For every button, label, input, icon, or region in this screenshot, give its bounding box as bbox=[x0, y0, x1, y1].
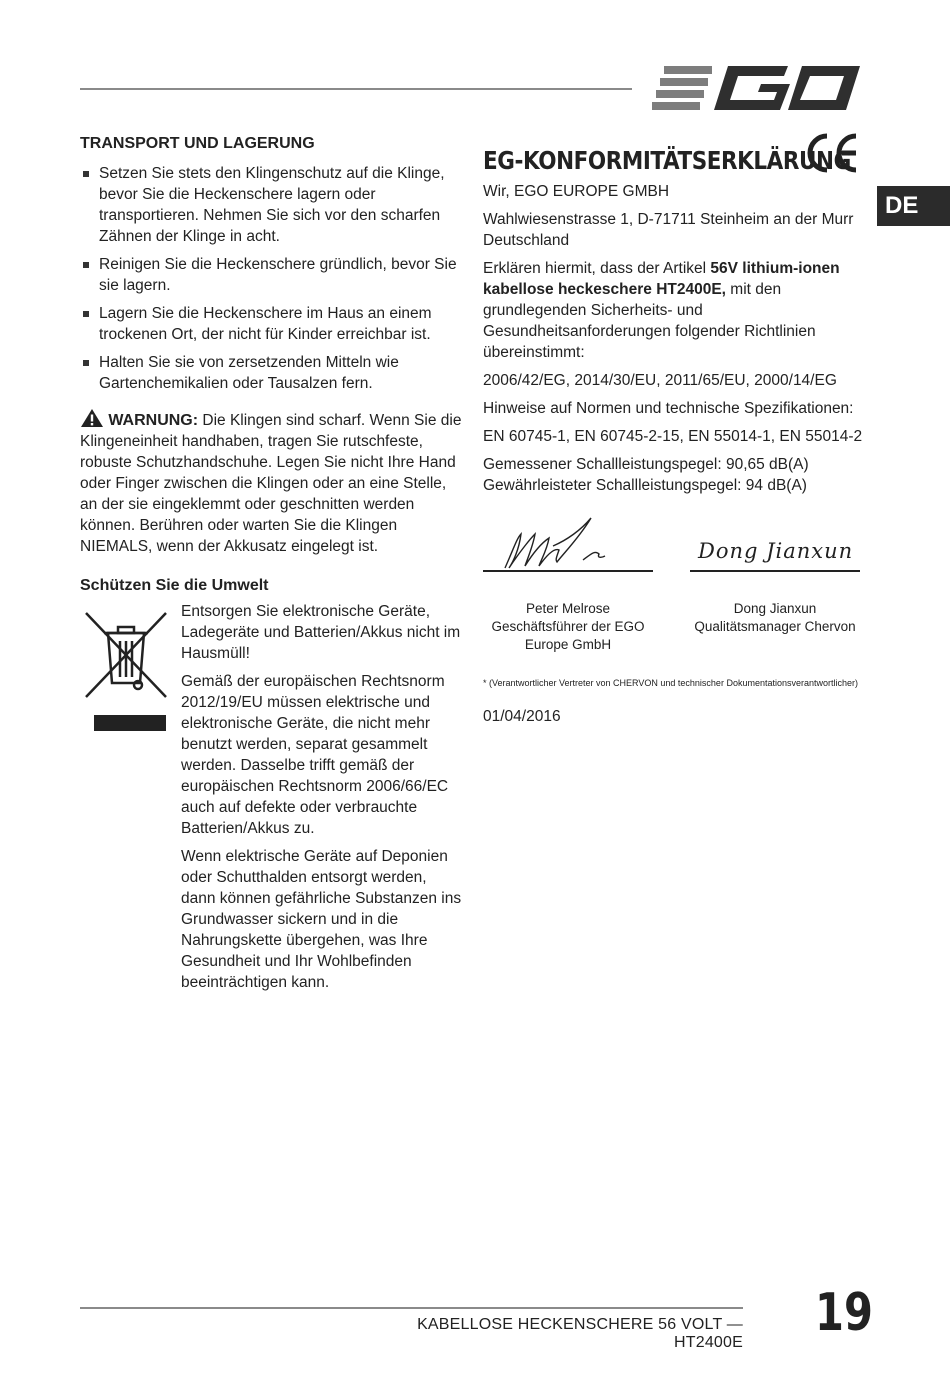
directives: 2006/42/EG, 2014/30/EU, 2011/65/EU, 2000/14/EG bbox=[483, 372, 837, 389]
norms-intro: Hinweise auf Normen und technische Spezifikationen: bbox=[483, 400, 854, 417]
company-line: Wir, EGO EUROPE GMBH bbox=[483, 183, 670, 200]
signer-role: Geschäftsführer der EGO Europe GmbH bbox=[491, 619, 645, 652]
footer-rule bbox=[80, 1307, 743, 1309]
product-name: 56V lithium-ionen kabellose heckeschere HT2400E, bbox=[483, 260, 840, 298]
footnote: * (Verantwortlicher Vertreter von CHERVON und technischer Dokumentationsverantwortlicher) bbox=[483, 678, 858, 688]
warning-text: Die Klingen sind scharf. Wenn Sie die Klingeneinheit handhaben, tragen Sie rutschfeste, robuste Schutzhandschuhe. Legen Sie nicht Ihre Hand oder Finger zwischen die Klingen oder an eine Stelle, an der sie eingeklemmt oder geschnitten werden können. Berühren oder warten Sie die Klingen NIEMALS, wenn der Akkusatz eingelegt ist. bbox=[80, 412, 462, 555]
signer-name: Dong Jianxun bbox=[733, 601, 817, 616]
header-rule bbox=[80, 88, 632, 90]
environment-section bbox=[80, 575, 465, 993]
list-item: Halten Sie sie von zersetzenden Mitteln wie Gartenchemikalien oder Tausalzen fern. bbox=[80, 352, 465, 394]
bullet-icon bbox=[83, 360, 89, 366]
footer-title: KABELLOSE HECKENSCHERE 56 VOLT — HT2400E bbox=[417, 1316, 743, 1351]
warning-label: WARNUNG: bbox=[108, 412, 199, 429]
declaration-title: EG-KONFORMITÄTSERKLÄRUNG bbox=[483, 146, 851, 175]
norms: EN 60745-1, EN 60745-2-15, EN 55014-1, EN 55014-2 bbox=[483, 428, 863, 445]
bullet-icon bbox=[83, 262, 89, 268]
sound-levels: Gemessener Schallleistungspegel: 90,65 dB(A) Gewährleisteter Schallleistungspegel: 94 dB(A) bbox=[483, 456, 809, 494]
address: Wahlwiesenstrasse 1, D-71711 Steinheim an der Murr Deutschland bbox=[483, 211, 854, 249]
crossed-out-bin-icon bbox=[82, 605, 170, 731]
environment-paragraph: Wenn elektrische Geräte auf Deponien oder Schutthalden entsorgt werden, dann können gefährliche Substanzen ins Grundwasser sickern und in die Nahrungskette übergehen, was Ihre Gesundheit und Ihr Wohlbefinden beeinträchtigen kann. bbox=[181, 848, 462, 991]
transport-heading: TRANSPORT UND LAGERUNG bbox=[80, 135, 315, 152]
bullet-icon bbox=[83, 311, 89, 317]
list-item: Setzen Sie stets den Klingenschutz auf die Klinge, bevor Sie die Heckenschere lagern oder transportieren. Nehmen Sie sich vor den scharfen Zähnen der Klinge in acht. bbox=[80, 163, 465, 247]
declaration-date: 01/04/2016 bbox=[483, 708, 561, 725]
signature-block-dong bbox=[690, 510, 860, 636]
page-number: 19 bbox=[815, 1283, 873, 1343]
signer-name: Peter Melrose bbox=[525, 601, 611, 616]
environment-paragraph: Entsorgen Sie elektronische Geräte, Ladegeräte und Batterien/Akkus nicht im Hausmüll! bbox=[181, 603, 461, 662]
ego-logo bbox=[650, 60, 862, 116]
bullet-icon bbox=[83, 171, 89, 177]
signer-role: Qualitätsmanager Chervon bbox=[694, 619, 856, 634]
signature-line bbox=[483, 570, 653, 572]
signature-dong: Dong Jianxun bbox=[698, 539, 854, 563]
language-tab: DE bbox=[877, 186, 950, 226]
left-column bbox=[80, 133, 465, 1000]
transport-list bbox=[80, 163, 465, 394]
warning-triangle-icon bbox=[80, 408, 104, 428]
signature-melrose bbox=[483, 510, 648, 570]
list-item: Lagern Sie die Heckenschere im Haus an einem trockenen Ort, der nicht für Kinder erreichbar ist. bbox=[80, 303, 465, 345]
right-column bbox=[483, 133, 863, 496]
warning-paragraph bbox=[80, 408, 465, 557]
list-item: Reinigen Sie die Heckenschere gründlich, bevor Sie sie lagern. bbox=[80, 254, 465, 296]
environment-paragraph: Gemäß der europäischen Rechtsnorm 2012/19/EU müssen elektrische und elektronische Geräte, die nicht mehr benutzt werden, separat gesammelt werden. Dasselbe trifft gemäß der europäischen Rechtsnorm 2006/66/EC auch auf defekte oder verbrauchte Batterien/Akkus zu. bbox=[181, 673, 449, 837]
signature-block-melrose bbox=[483, 510, 653, 654]
signature-line bbox=[690, 570, 860, 572]
environment-heading: Schützen Sie die Umwelt bbox=[80, 577, 269, 594]
declaration-text: Erklären hiermit, dass der Artikel 56V lithium-ionen kabellose heckeschere HT2400E, mit den grundlegenden Sicherheits- und Gesundheitsanforderungen folgender Richtlinien übereinstimmt: bbox=[483, 260, 840, 361]
